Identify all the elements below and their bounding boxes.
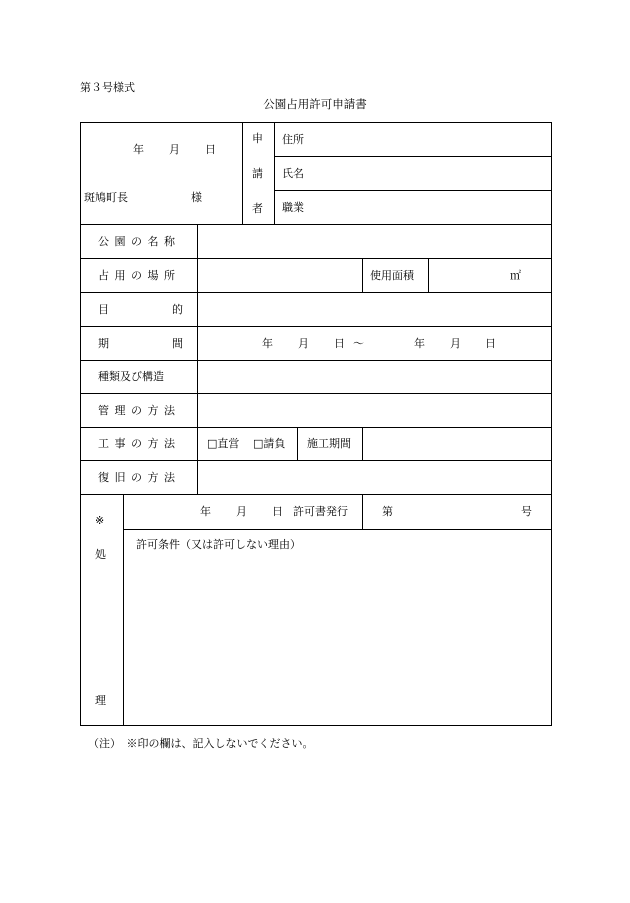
addressee: 斑鳩町長 bbox=[84, 191, 128, 204]
period-label-2: 間 bbox=[172, 337, 183, 350]
permit-issue-label: 許可書発行 bbox=[293, 505, 348, 518]
purpose-label-2: 的 bbox=[172, 303, 183, 316]
form-title: 公園占用許可申請書 bbox=[263, 97, 367, 111]
construction-option-contract[interactable]: □請負 bbox=[253, 437, 286, 450]
purpose-label-1: 目 bbox=[98, 303, 109, 316]
applicant-label-2: 請 bbox=[252, 167, 263, 180]
period-to-year: 年 bbox=[414, 337, 425, 350]
management-label: 管 理 の 方 法 bbox=[98, 404, 176, 417]
restoration-label: 復 旧 の 方 法 bbox=[98, 471, 176, 484]
occupation-label: 職業 bbox=[282, 201, 304, 214]
area-unit: ㎡ bbox=[510, 269, 521, 282]
period-from-month: 月 bbox=[298, 337, 309, 350]
form-note: （注） ※印の欄は、記入しないでください。 bbox=[88, 737, 314, 750]
construction-label: 工 事 の 方 法 bbox=[98, 437, 176, 450]
permit-number-prefix: 第 bbox=[382, 505, 393, 518]
area-label: 使用面積 bbox=[370, 269, 414, 282]
processing-label-1: 処 bbox=[95, 548, 106, 561]
date-year-label: 年 bbox=[133, 143, 144, 156]
applicant-label-1: 申 bbox=[252, 132, 263, 145]
processing-label-2: 理 bbox=[95, 694, 106, 707]
park-name-label: 公 園 の 名 称 bbox=[98, 235, 176, 248]
name-label: 氏名 bbox=[282, 167, 304, 180]
type-structure-label: 種類及び構造 bbox=[98, 370, 164, 383]
processing-label-mark: ※ bbox=[95, 514, 105, 527]
construction-period-label: 施工期間 bbox=[307, 437, 351, 450]
period-to-month: 月 bbox=[450, 337, 461, 350]
applicant-label-3: 者 bbox=[252, 202, 263, 215]
issue-month-label: 月 bbox=[236, 505, 247, 518]
period-tilde: ～ bbox=[353, 337, 364, 350]
period-to-day: 日 bbox=[485, 337, 496, 350]
honorific: 様 bbox=[191, 191, 202, 204]
period-label-1: 期 bbox=[98, 337, 109, 350]
form-number: 第３号様式 bbox=[80, 81, 135, 94]
address-label: 住所 bbox=[282, 133, 304, 146]
issue-day-label: 日 bbox=[272, 505, 283, 518]
permit-conditions-label: 許可条件（又は許可しない理由） bbox=[136, 538, 301, 551]
issue-year-label: 年 bbox=[200, 505, 211, 518]
location-label: 占 用 の 場 所 bbox=[98, 269, 176, 282]
period-from-year: 年 bbox=[262, 337, 273, 350]
period-from-day: 日 bbox=[334, 337, 345, 350]
date-month-label: 月 bbox=[169, 143, 180, 156]
date-day-label: 日 bbox=[205, 143, 216, 156]
construction-option-direct[interactable]: □直営 bbox=[207, 437, 240, 450]
permit-number-suffix: 号 bbox=[521, 505, 532, 518]
